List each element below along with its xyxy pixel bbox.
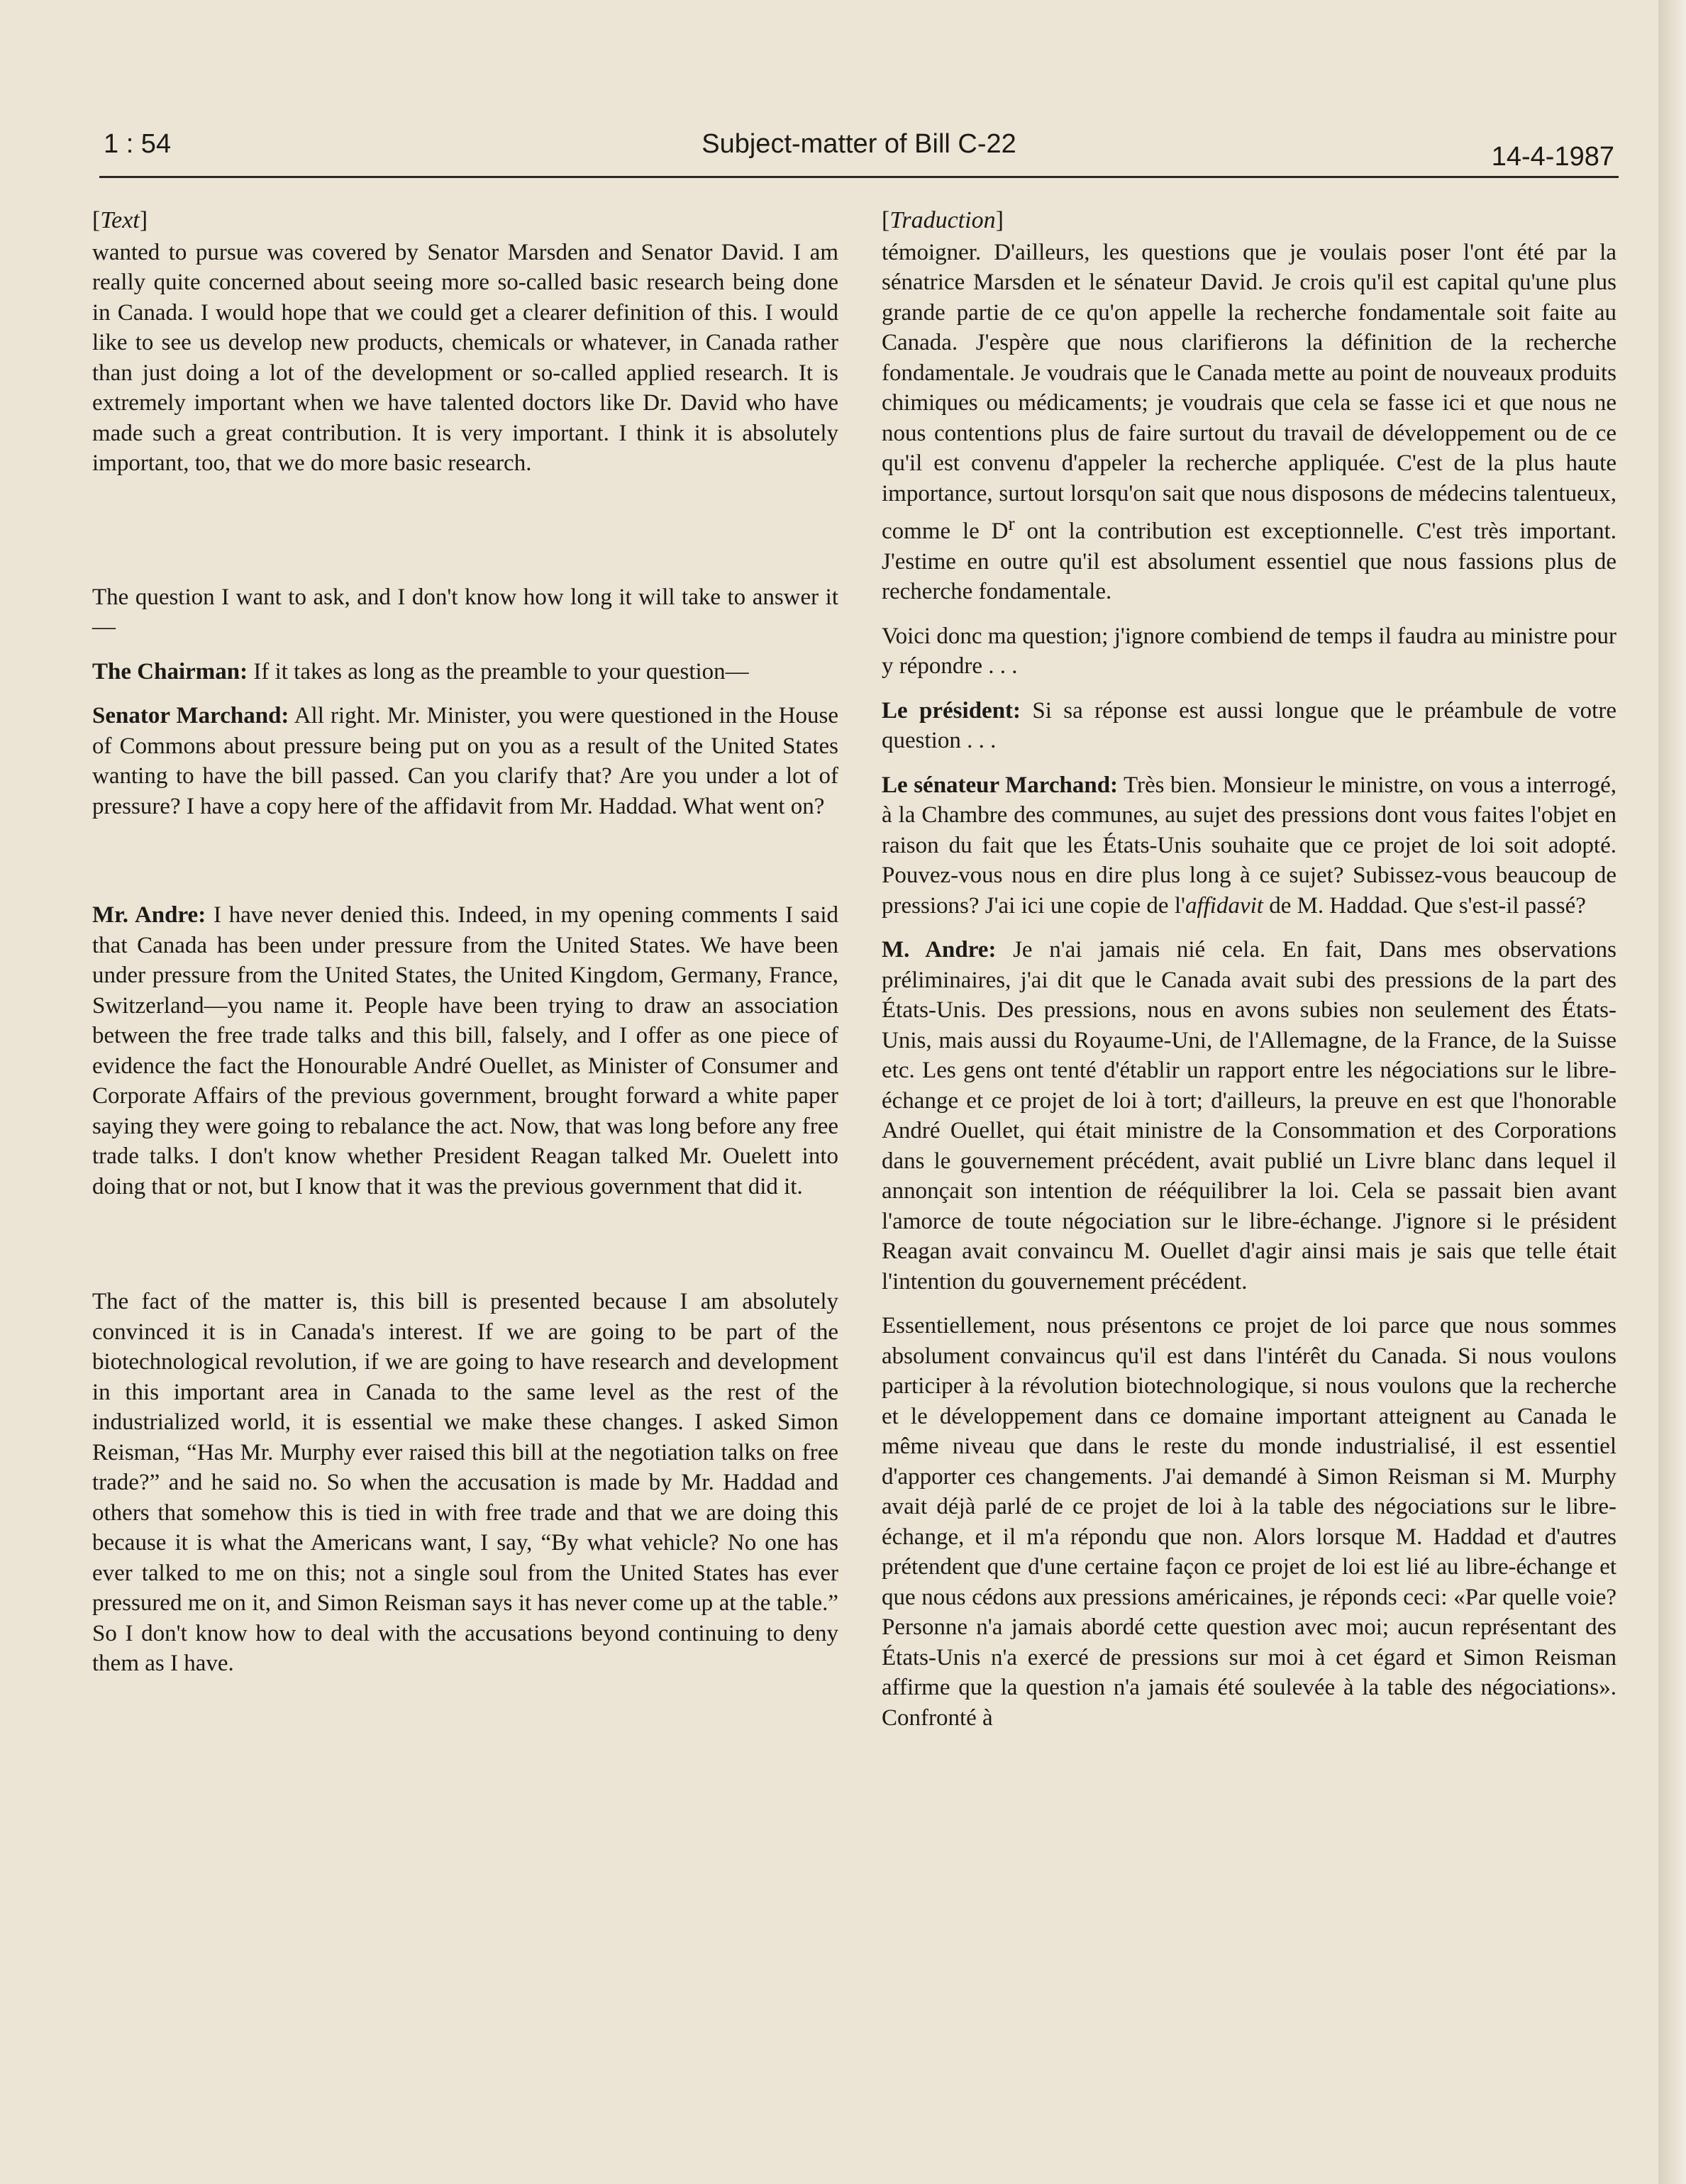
paragraph: Mr. Andre: I have never denied this. Indeed, in my opening comments I said that Canada has been under pressure from the United States. We have been under pressure from the United States, the United Kingdom, Germany, France, Switzerland—you name it. People have been trying to draw an association between the free trade talks and this bill, falsely, and I offer as one piece of evidence the fact the Honourable André Ouellet, as Minister of Consumer and Corporate Affairs of the previous government, brought forward a white paper saying they were going to rebalance the act. Now, that was long before any free trade talks. I don't know whether President Reagan talked Mr. Ouelett into doing that or not, but I know that it was the previous government that did it.: [92, 902, 838, 1199]
page-number: 1 : 54: [104, 129, 172, 159]
french-column: [882, 206, 1616, 1733]
paragraph: The question I want to ask, and I don't know how long it will take to answer it—: [92, 584, 838, 640]
running-title: Subject-matter of Bill C-22: [701, 129, 1016, 159]
page-header: [99, 126, 1619, 178]
text-label: [Text]: [92, 207, 148, 233]
page-edge: [1658, 0, 1686, 2184]
paragraph: wanted to pursue was covered by Senator Marsden and Senator David. I am really quite concerned about seeing more so-called basic research being done in Canada. I would hope that we could get a clearer definition of this. I would like to see us develop new products, chemicals or whatever, in Canada rather than just doing a lot of the development or so-called applied research. It is extremely important when we have talented doctors like Dr. David who have made such a great contribution. It is very important. I think it is absolutely important, too, that we do more basic research.: [92, 239, 838, 476]
speaker-name: Senator Marchand:: [92, 703, 289, 728]
paragraph: Voici donc ma question; j'ignore combiend de temps il faudra au ministre pour y répondre . . .: [882, 623, 1616, 679]
speaker-name: The Chairman:: [92, 658, 248, 684]
speaker-name: M. Andre:: [882, 937, 997, 963]
paragraph: Essentiellement, nous présentons ce projet de loi parce que nous sommes absolument convaincus qu'il est dans l'intérêt du Canada. Si nous voulons participer à la révolution biotechnologique, si nous voulons que la recherche et le développement dans ce domaine important atteignent au Canada le même niveau que dans le reste du monde industrialisé, il est essentiel d'apporter ces changements. J'ai demandé à Simon Reisman si M. Murphy avait déjà parlé de ce projet de loi à la table des négociations sur le libre-échange, et il m'a répondu que non. Alors lorsque M. Haddad et d'autres prétendent que d'une certaine façon ce projet de loi est lié au libre-échange et que nous cédons aux pressions américaines, je réponds ceci: «Par quelle voie? Personne n'a jamais abordé cette question avec moi; aucun représentant des États-Unis n'a exercé de pressions sur moi à cet égard et Simon Reisman affirme que la question n'a jamais été soulevée à la table des négociations». Confronté à: [882, 1313, 1616, 1731]
paragraph: Le sénateur Marchand: Très bien. Monsieur le ministre, on vous a interrogé, à la Chambre des communes, au sujet des pressions dont vous faites l'objet en raison du fait que les États-Unis souhaite que ce projet de loi soit adopté. Pouvez-vous nous en dire plus long à ce sujet? Subissez-vous beaucoup de pressions? J'ai ici une copie de l'affidavit de M. Haddad. Que s'est-il passé?: [882, 772, 1616, 919]
paragraph: Le président: Si sa réponse est aussi longue que le préambule de votre question . . .: [882, 697, 1616, 753]
page-date: 14-4-1987: [1491, 142, 1614, 172]
speaker-name: Le sénateur Marchand:: [882, 772, 1119, 798]
translation-label: [Traduction]: [882, 207, 1004, 233]
english-column: [92, 206, 838, 1679]
speaker-name: Le président:: [882, 697, 1021, 724]
paragraph: témoigner. D'ailleurs, les questions que je voulais poser l'ont été par la sénatrice Marsden et le sénateur David. Je crois qu'il est capital qu'une plus grande partie de ce qu'on appelle la recherche fondamentale soit faite au Canada. J'espère que nous clarifierons la définition de la recherche fondamentale. Je voudrais que le Canada mette au point de nouveaux produits chimiques ou médicaments; je voudrais que cela se fasse ici et que nous ne nous contentions plus de faire surtout du travail de développement ou de ce qu'il est convenu d'appeler la recherche appliquée. C'est de la plus haute importance, surtout lorsqu'on sait que nous disposons de médecins talentueux, comme le $D^r$ ont la contribution est exceptionnelle. C'est très important. J'estime en outre qu'il est absolument essentiel que nous fassions plus de recherche fondamentale.: [882, 239, 1616, 604]
speaker-name: Mr. Andre:: [92, 902, 206, 928]
paragraph: The Chairman: If it takes as long as the preamble to your question—: [92, 658, 749, 684]
paragraph: Senator Marchand: All right. Mr. Minister, you were questioned in the House of Commons about pressure being put on you as a result of the United States wanting to have the bill passed. Can you clarify that? Are you under a lot of pressure? I have a copy here of the affidavit from Mr. Haddad. What went on?: [92, 703, 838, 819]
paragraph: M. Andre: Je n'ai jamais nié cela. En fait, Dans mes observations préliminaires, j'ai dit que le Canada avait subi des pressions de la part des États-Unis. Des pressions, nous en avons subies non seulement des États-Unis, mais aussi du Royaume-Uni, de l'Allemagne, de la France, de la Suisse etc. Les gens ont tenté d'établir un rapport entre les négociations sur le libre-échange et ce projet de loi à tort; d'ailleurs, la preuve en est que l'honorable André Ouellet, qui était ministre de la Consommation et des Corporations dans le gouvernement précédent, avait publié un Livre blanc dans lequel il annonçait son intention de rééquilibrer la loi. Cela se passait bien avant l'amorce de toute négociation sur le libre-échange. J'ignore si le président Reagan avait convaincu M. Ouellet d'agir ainsi mais je sais que telle était l'intention du gouvernement précédent.: [882, 937, 1616, 1295]
paragraph: The fact of the matter is, this bill is presented because I am absolutely convinced it is in Canada's interest. If we are going to be part of the biotechnological revolution, if we are going to have research and development in this important area in Canada to the same level as the rest of the industrialized world, it is essential we make these changes. I asked Simon Reisman, “Has Mr. Murphy ever raised this bill at the negotiation talks on free trade?” and he said no. So when the accusation is made by Mr. Haddad and others that somehow this is tied in with free trade and that we are doing this because it is what the Americans want, I say, “By what vehicle? No one has ever talked to me on this; not a single soul from the United States has ever pressured me on it, and Simon Reisman says it has never come up at the table.” So I don't know how to deal with the accusations beyond continuing to deny them as I have.: [92, 1289, 838, 1676]
